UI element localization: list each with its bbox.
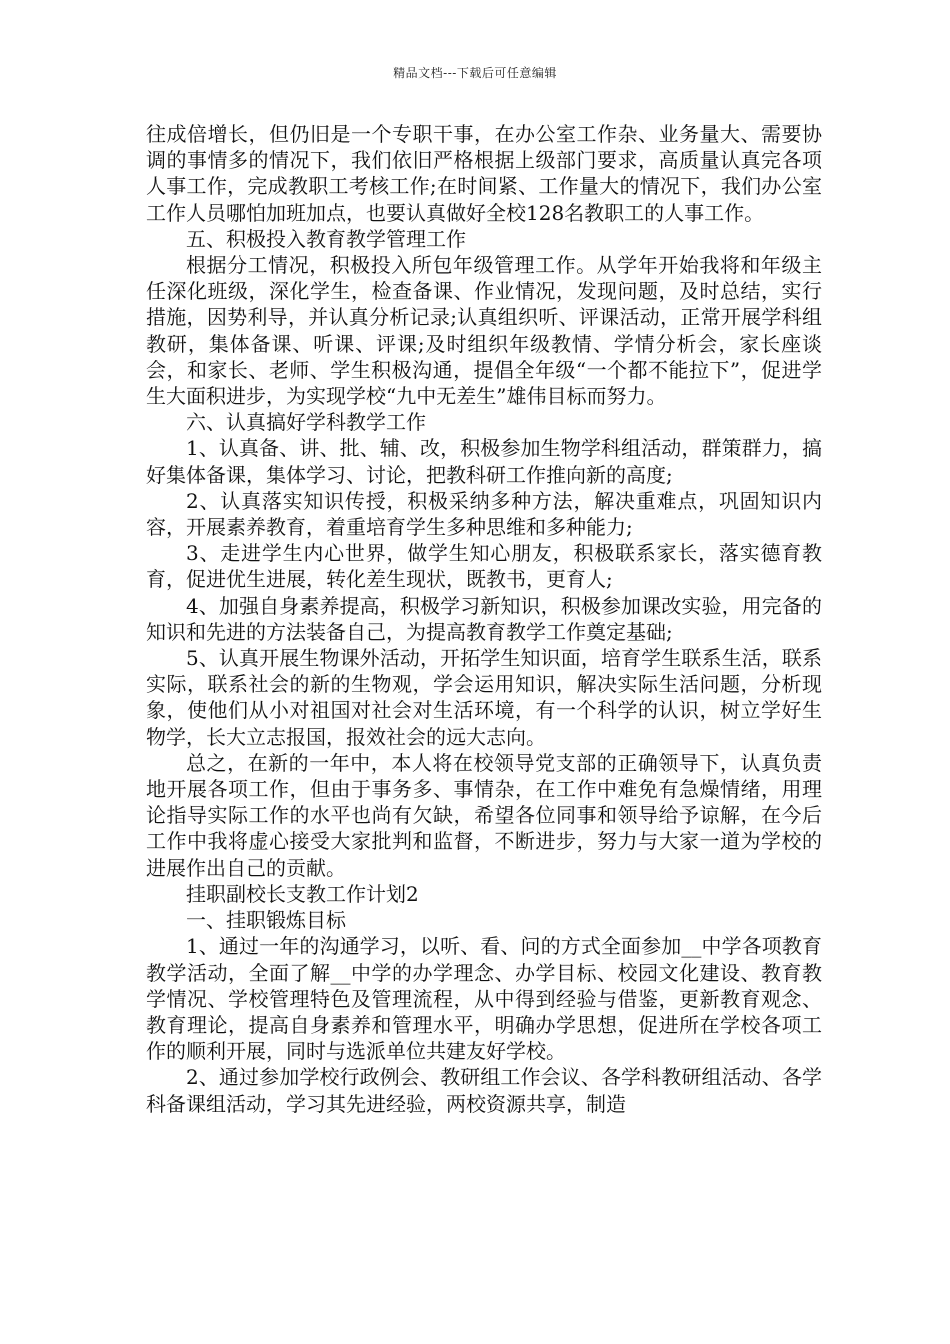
list-item: 2、认真落实知识传授，积极采纳多种方法，解决重难点，巩固知识内容，开展素养教育，着重培育学生多种思维和多种能力; — [146, 488, 822, 540]
paragraph: 往成倍增长，但仍旧是一个专职干事，在办公室工作杂、业务量大、需要协调的事情多的情况下，我们依旧严格根据上级部门要求，高质量认真完各项人事工作，完成教职工考核工作;在时间紧、工作量大的情况下，我们办公室工作人员哪怕加班加点，也要认真做好全校128名教职工的人事工作。 — [146, 122, 822, 225]
paragraph: 根据分工情况，积极投入所包年级管理工作。从学年开始我将和年级主任深化班级，深化学生，检查备课、作业情况，发现问题，及时总结，实行措施，因势利导，并认真分析记录;认真组织听、评课活动，正常开展学科组教研，集体备课、听课、评课;及时组织年级教情、学情分析会，家长座谈会，和家长、老师、学生积极沟通，提倡全年级“一个都不能拉下”，促进学生大面积进步，为实现学校“九中无差生”雄伟目标而努力。 — [146, 253, 822, 409]
document-subtitle: 挂职副校长支教工作计划2 — [186, 881, 419, 906]
document-body — [146, 121, 822, 1117]
page-header: 精品文档---下载后可任意编辑 — [393, 66, 557, 80]
list-item: 1、通过一年的沟通学习，以听、看、问的方式全面参加__中学各项教育教学活动，全面了解__中学的办学理念、办学目标、校园文化建设、教育教学情况、学校管理特色及管理流程，从中得到经验与借鉴，更新教育观念、教育理论，提高自身素养和管理水平，明确办学思想，促进所在学校各项工作的顺利开展，同时与选派单位共建友好学校。 — [146, 934, 822, 1064]
list-item: 2、通过参加学校行政例会、教研组工作会议、各学科教研组活动、各学科备课组活动，学习其先进经验，两校资源共享，制造 — [146, 1065, 822, 1116]
list-item: 5、认真开展生物课外活动，开拓学生知识面，培育学生联系生活，联系实际，联系社会的新的生物观，学会运用知识，解决实际生活问题，分析现象，使他们从小对祖国对社会对生活环境，有一个科学的认识，树立学好生物学，长大立志报国，报效社会的远大志向。 — [146, 646, 822, 749]
section-heading: 五、积极投入教育教学管理工作 — [186, 226, 466, 251]
list-item: 3、走进学生内心世界，做学生知心朋友，积极联系家长，落实德育教育，促进优生进展，转化差生现状，既教书，更育人; — [146, 541, 822, 592]
section-heading: 六、认真搞好学科教学工作 — [186, 410, 426, 435]
paragraph: 总之，在新的一年中，本人将在校领导党支部的正确领导下，认真负责地开展各项工作，但由于事务多、事情杂，在工作中难免有急燥情绪，用理论指导实际工作的水平也尚有欠缺，希望各位同事和领导给予谅解，在今后工作中我将虚心接受大家批判和监督，不断进步，努力与大家一道为学校的进展作出自己的贡献。 — [146, 750, 822, 880]
list-item: 4、加强自身素养提高，积极学习新知识，积极参加课改实验，用完备的知识和先进的方法装备自己，为提高教育教学工作奠定基础; — [146, 593, 822, 644]
section-heading: 一、挂职锻炼目标 — [186, 908, 346, 933]
list-item: 1、认真备、讲、批、辅、改，积极参加生物学科组活动，群策群力，搞好集体备课，集体学习、讨论，把教科研工作推向新的高度; — [146, 436, 822, 487]
